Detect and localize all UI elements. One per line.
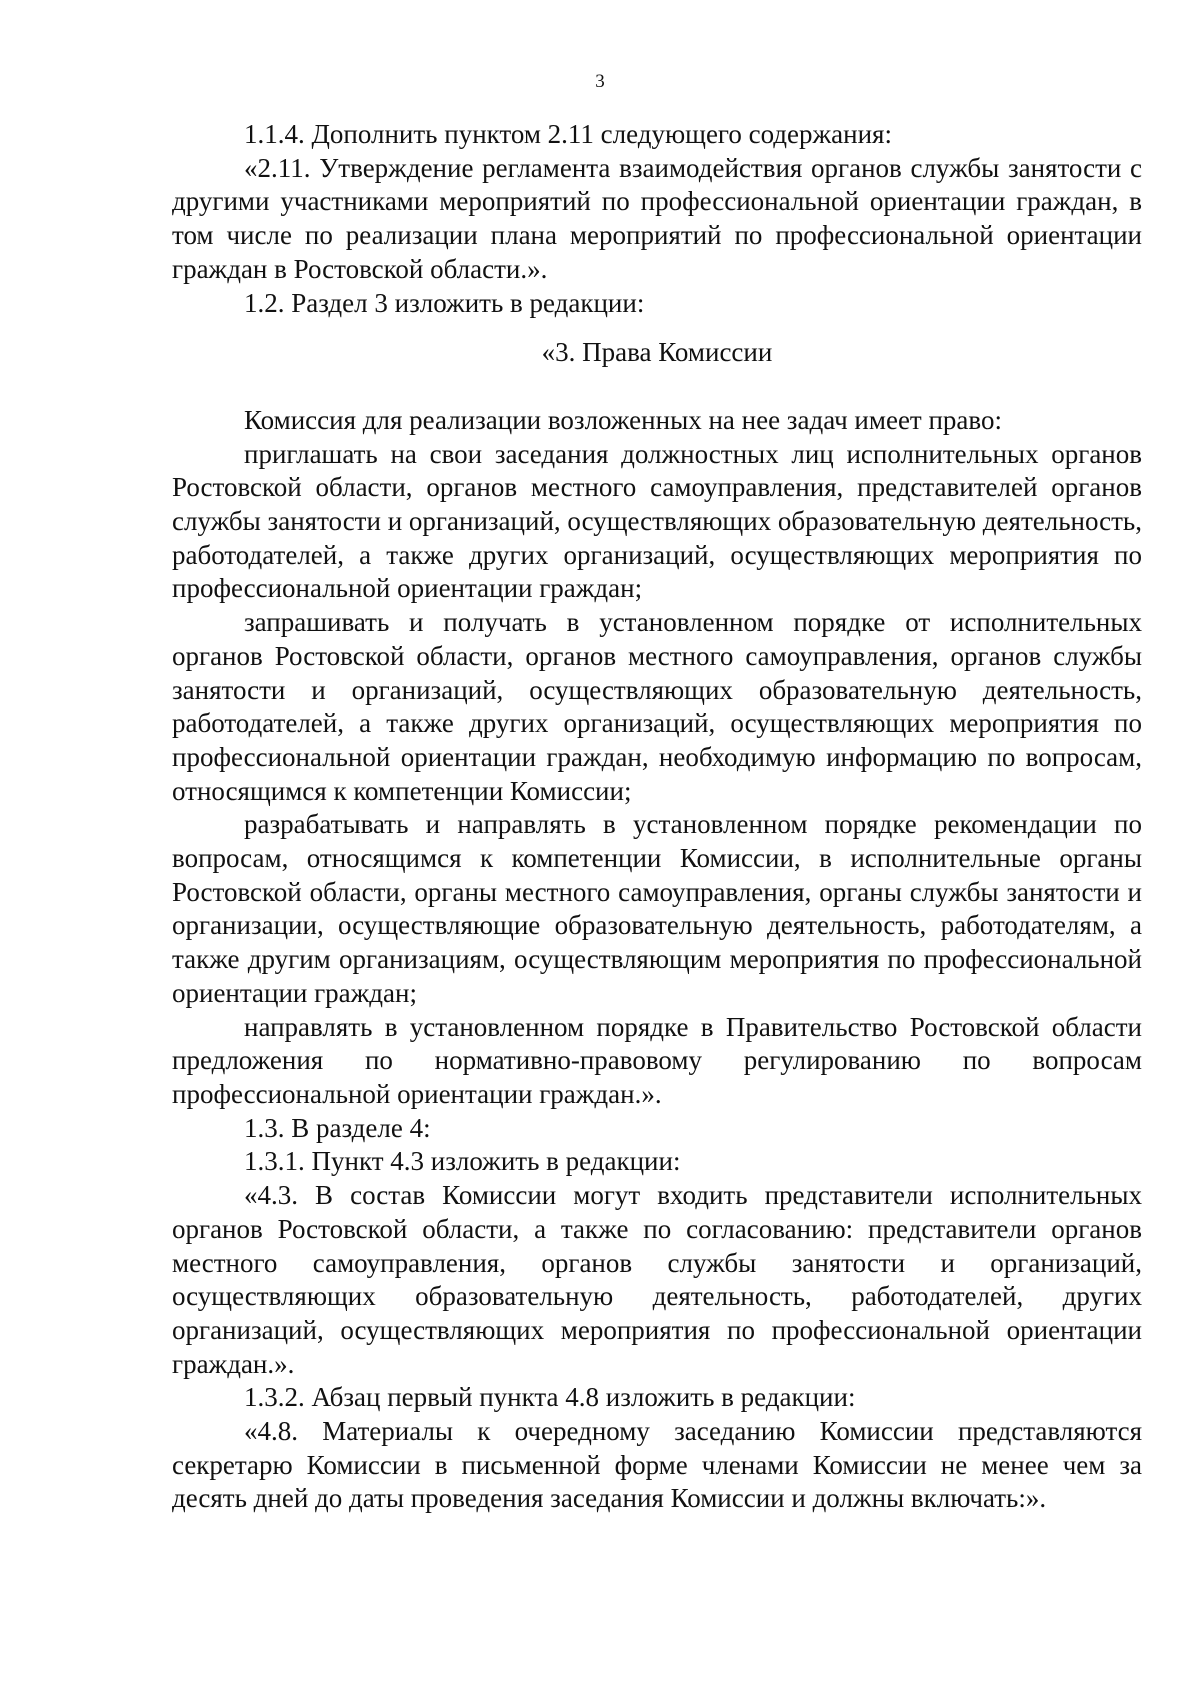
section-heading: «3. Права Комиссии (541, 337, 773, 368)
paragraph-invite-right: приглашать на свои заседания должностных лиц исполнительных органов Ростовской области, органов местного самоуправления, представителей органов службы занятости и организаций, осуществляющих образовательную деятельность, работодателей, а также других организаций, осуществляющих мероприятия по профессиональной ориентации граждан; (172, 438, 1142, 604)
paragraph-1-3-1: 1.3.1. Пункт 4.3 изложить в редакции: (244, 1146, 681, 1177)
paragraph-1-2: 1.2. Раздел 3 изложить в редакции: (244, 287, 645, 318)
paragraph-4-8-quote: «4.8. Материалы к очередному заседанию Комиссии представляются секретарю Комиссии в письменной форме членами Комиссии не менее чем за десять дней до даты проведения заседания Комиссии и должны включать:». (172, 1416, 1142, 1514)
paragraph-2-11-quote: «2.11. Утверждение регламента взаимодействия органов службы занятости с другими участниками мероприятий по профессиональной ориентации граждан, в том числе по реализации плана мероприятий по профессиональной ориентации граждан в Ростовской области.». (172, 152, 1142, 284)
paragraph-recommendations-right: разрабатывать и направлять в установленном порядке рекомендации по вопросам, относящимся к компетенции Комиссии, в исполнительные органы Ростовской области, органы местного самоуправления, органы службы занятости и организации, осуществляющие образовательную деятельность, работодателям, а также другим организациям, осуществляющим мероприятия по профессиональной ориентации граждан; (172, 809, 1142, 1008)
paragraph-commission-rights-intro: Комиссия для реализации возложенных на нее задач имеет право: (244, 404, 1002, 435)
document-body (172, 118, 1142, 1516)
paragraph-proposals-right: направлять в установленном порядке в Правительство Ростовской области предложения по нормативно-правовому регулированию по вопросам профессиональной ориентации граждан.». (172, 1011, 1142, 1109)
paragraph-1-3-2: 1.3.2. Абзац первый пункта 4.8 изложить в редакции: (244, 1382, 856, 1413)
paragraph-1-3: 1.3. В разделе 4: (244, 1112, 431, 1143)
paragraph-request-right: запрашивать и получать в установленном порядке от исполнительных органов Ростовской области, органов местного самоуправления, органов службы занятости и организаций, осуществляющих образовательную деятельность, работодателей, а также других организаций, осуществляющих мероприятия по профессиональной ориентации граждан, необходимую информацию по вопросам, относящимся к компетенции Комиссии; (172, 607, 1142, 806)
paragraph-4-3-quote: «4.3. В состав Комиссии могут входить представители исполнительных органов Ростовской области, а также по согласованию: представители органов местного самоуправления, органов службы занятости и организаций, осуществляющих образовательную деятельность, работодателей, других организаций, осуществляющих мероприятия по профессиональной ориентации граждан.». (172, 1180, 1142, 1379)
paragraph-1-1-4: 1.1.4. Дополнить пунктом 2.11 следующего содержания: (244, 119, 892, 149)
page-number: 3 (595, 71, 605, 92)
